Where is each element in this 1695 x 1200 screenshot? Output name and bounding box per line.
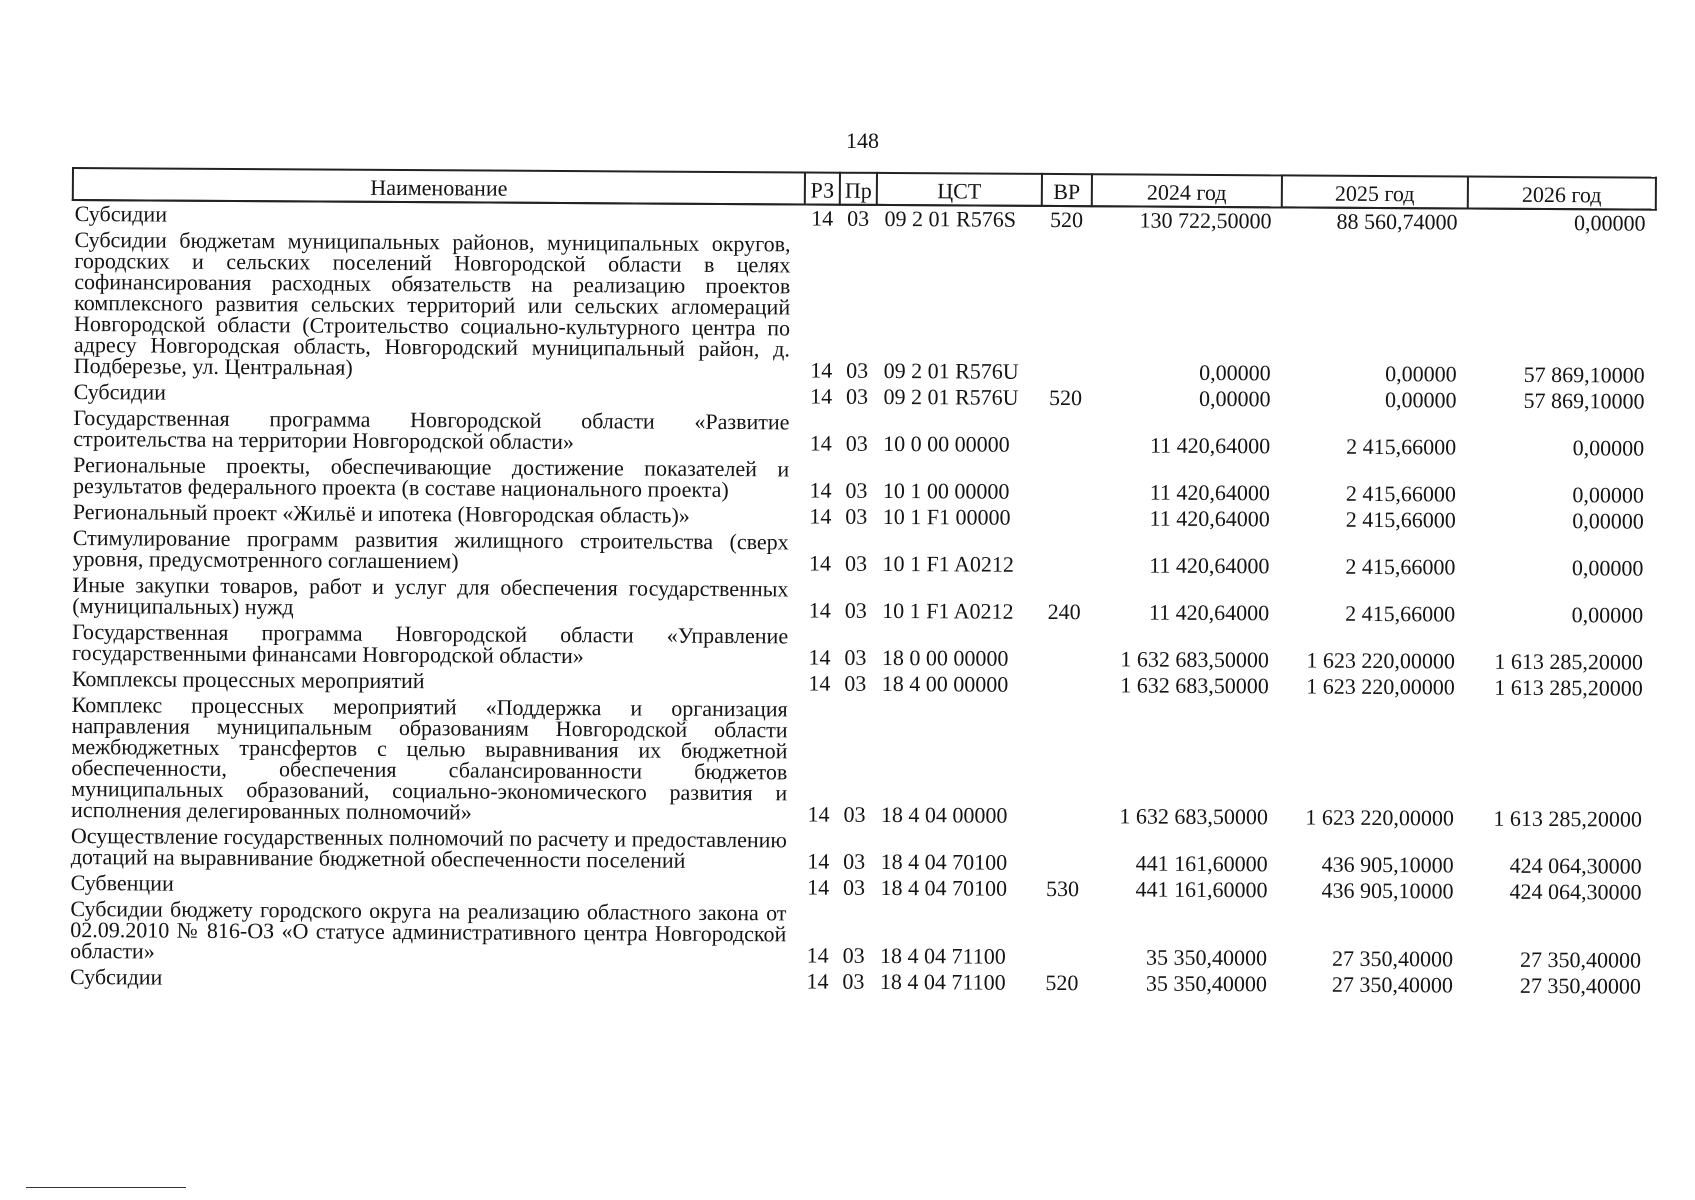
row-2024: 11 420,64000 [1149,479,1270,506]
row-2025: 27 350,40000 [1331,971,1453,998]
row-name: Комплекс процессных мероприятий «Поддержка и организация направления муниципальным образованиям Новгородской области межбюджетных трансфертов с целью выравнивания их бюджетной обеспеченности, обеспечения сбалансированности бюджетов муниципальных образований, социально-экономического развития и исполнения делегированных полномочий» [70,692,788,825]
header-cst: ЦСТ [877,173,1042,206]
row-2026: 0,00000 [1571,555,1644,581]
row-2024: 1 632 683,50000 [1120,646,1269,673]
row-pr: 03 [845,503,868,529]
row-cst: 09 2 01 R576U [883,383,1019,410]
row-2024: 441 161,60000 [1135,850,1268,877]
row-rz: 14 [806,942,829,968]
row-2024: 35 350,40000 [1145,970,1267,997]
row-name: Субвенции [70,870,174,896]
row-cst: 18 4 00 00000 [881,670,1009,697]
row-cst: 18 4 04 00000 [880,801,1008,828]
row-vr [1039,531,1089,578]
row-name: Региональный проект «Жильё и ипотека (Новгородская область)» [72,499,690,528]
row-2025: 2 415,66000 [1345,480,1456,507]
row-name: Субсидии бюджету городского округа на реализацию областного закона от 02.09.2010 № 816-ОЗ «О статусе административного центра Новгородской области» [70,896,787,964]
row-cst: 10 1 F1 A0212 [882,597,1014,624]
row-2026: 0,00000 [1572,435,1645,461]
row-vr [1041,233,1092,385]
footer-rule [26,1187,186,1188]
page-number: 148 [846,128,879,153]
row-rz: 14 [809,477,832,503]
row-pr: 03 [842,874,866,900]
row-rz: 14 [808,644,831,670]
row-2025: 436 905,10000 [1321,851,1454,878]
row-2026: 1 613 285,20000 [1494,674,1643,701]
row-2024: 11 420,64000 [1149,432,1271,459]
row-rz: 14 [806,968,829,994]
row-2026: 1 613 285,20000 [1493,805,1643,832]
row-pr: 03 [845,430,868,456]
row-cst: 10 0 00 00000 [883,430,1010,457]
row-rz: 14 [809,430,832,456]
row-vr [1039,672,1089,698]
row-cst: 18 4 04 71100 [880,942,1006,969]
row-rz: 14 [807,848,830,874]
row-name: Субсидии бюджетам муниципальных районов, муниципальных округов, городских и сельских поселений Новгородской области в целях софинансирования расходных обязательств на реализацию проектов комплексного развития сельских территорий или сельских агломераций Новгородской области (Строительство социально-культурного центра по адресу Новгородская область, Новгородский муниципальный район, д. Подберезье, ул. Центральная) [73,227,791,380]
row-2024: 1 632 683,50000 [1120,672,1269,699]
row-2024: 35 350,40000 [1146,944,1268,971]
row-pr: 03 [842,942,865,968]
header-2025: 2025 год [1282,175,1468,208]
row-name: Субсидии [74,201,168,227]
row-cst: 09 2 01 R576S [884,205,1017,232]
row-cst: 18 4 04 70100 [880,874,1008,901]
row-2024: 11 420,64000 [1149,505,1270,532]
row-vr [1040,458,1090,505]
row-pr: 03 [844,550,868,576]
header-rz: РЗ [805,172,840,204]
row-vr: 520 [1048,384,1083,411]
row-name: Субсидии [69,964,163,990]
row-pr: 03 [843,801,866,827]
row-vr [1039,625,1089,672]
row-name: Субсидии [73,379,167,405]
row-vr [1037,902,1087,970]
row-2026: 0,00000 [1571,602,1644,628]
row-2026: 424 064,30000 [1509,852,1642,879]
row-2024: 11 420,64000 [1148,599,1270,626]
row-cst: 09 2 01 R576U [883,357,1019,384]
header-2026: 2026 год [1468,177,1656,210]
row-2025: 2 415,66000 [1345,600,1456,627]
row-vr: 520 [1045,969,1079,996]
row-cst: 10 1 00 00000 [882,477,1010,504]
row-2026: 0,00000 [1572,482,1644,508]
row-2025: 27 350,40000 [1332,945,1454,972]
row-rz: 14 [808,670,831,696]
row-cst: 10 1 F1 00000 [882,503,1011,530]
row-vr [1038,698,1089,829]
row-2026: 1 613 285,20000 [1494,648,1643,675]
row-name: Иные закупки товаров, работ и услуг для обеспечения государственных (муниципальных) нужд [72,572,789,620]
row-pr: 03 [844,597,867,623]
row-2025: 0,00000 [1385,361,1457,387]
row-vr: 530 [1045,875,1080,902]
row-2024: 130 722,50000 [1139,207,1272,234]
row-2026: 0,00000 [1574,210,1646,236]
row-2026: 0,00000 [1572,508,1644,534]
row-2025: 88 560,74000 [1336,208,1458,235]
row-rz: 14 [810,383,833,409]
header-pr: Пр [840,173,877,205]
row-2025: 436 905,10000 [1321,877,1454,904]
row-pr: 03 [844,670,867,696]
row-pr: 03 [843,848,866,874]
header-vr: ВР [1042,174,1092,206]
row-name: Государственная программа Новгородской области «Развитие строительства на территории Новгородской области» [73,405,790,455]
row-2025: 2 415,66000 [1345,553,1456,580]
row-pr: 03 [845,383,869,409]
row-rz: 14 [809,503,832,529]
row-2025: 1 623 220,00000 [1306,673,1455,700]
row-2024: 11 420,64000 [1149,552,1270,579]
row-pr: 03 [845,477,868,503]
row-2024: 0,00000 [1199,359,1271,386]
row-vr [1040,411,1090,458]
budget-table [67,167,1657,1000]
row-pr: 03 [844,644,867,670]
table-body [68,200,1656,1000]
row-2025: 0,00000 [1384,387,1457,413]
header-2024: 2024 год [1092,174,1282,207]
row-name: Осуществление государственных полномочий по расчету и предоставлению дотаций на выравнивание бюджетной обеспеченности поселений [70,823,787,873]
row-cst: 18 4 04 71100 [879,968,1006,995]
row-name: Стимулирование программ развития жилищного строительства (сверх уровня, предусмотренного соглашением) [72,525,789,574]
row-2026: 57 869,10000 [1523,361,1645,388]
row-cst: 18 4 04 70100 [880,848,1008,875]
row-rz: 14 [808,597,831,623]
row-rz: 14 [807,801,830,827]
row-pr: 03 [846,357,869,383]
row-2024: 0,00000 [1198,385,1271,412]
table-row [69,692,1653,833]
row-name: Государственная программа Новгородской области «Управление государственными финансами Новгородской области» [71,619,789,669]
row-2025: 2 415,66000 [1345,506,1456,533]
row-2026: 27 350,40000 [1519,972,1641,999]
header-name: Наименование [73,168,805,204]
row-2024: 1 632 683,50000 [1119,803,1269,830]
row-pr: 03 [842,968,865,994]
table-row [72,227,1656,389]
row-2025: 1 623 220,00000 [1305,804,1455,831]
row-vr [1038,829,1088,876]
row-2026: 424 064,30000 [1509,878,1642,905]
row-cst: 10 1 F1 A0212 [882,550,1014,577]
row-vr: 520 [1050,206,1084,233]
row-rz: 14 [810,357,833,383]
row-2024: 441 161,60000 [1135,876,1268,903]
row-cst: 18 0 00 00000 [881,644,1009,671]
row-name: Комплексы процессных мероприятий [71,666,425,694]
row-vr [1040,505,1090,531]
row-rz: 14 [809,550,832,576]
row-vr: 240 [1047,598,1081,625]
row-pr: 03 [847,205,870,231]
table-row [68,896,1651,974]
row-2025: 2 415,66000 [1346,433,1457,460]
row-rz: 14 [807,874,830,900]
row-name: Региональные проекты, обеспечивающие достижение показателей и результатов федерального проекта (в составе национального проекта) [72,452,790,503]
row-2026: 57 869,10000 [1523,387,1645,414]
row-2025: 1 623 220,00000 [1306,647,1455,674]
row-2026: 27 350,40000 [1520,946,1642,973]
row-rz: 14 [811,205,834,231]
